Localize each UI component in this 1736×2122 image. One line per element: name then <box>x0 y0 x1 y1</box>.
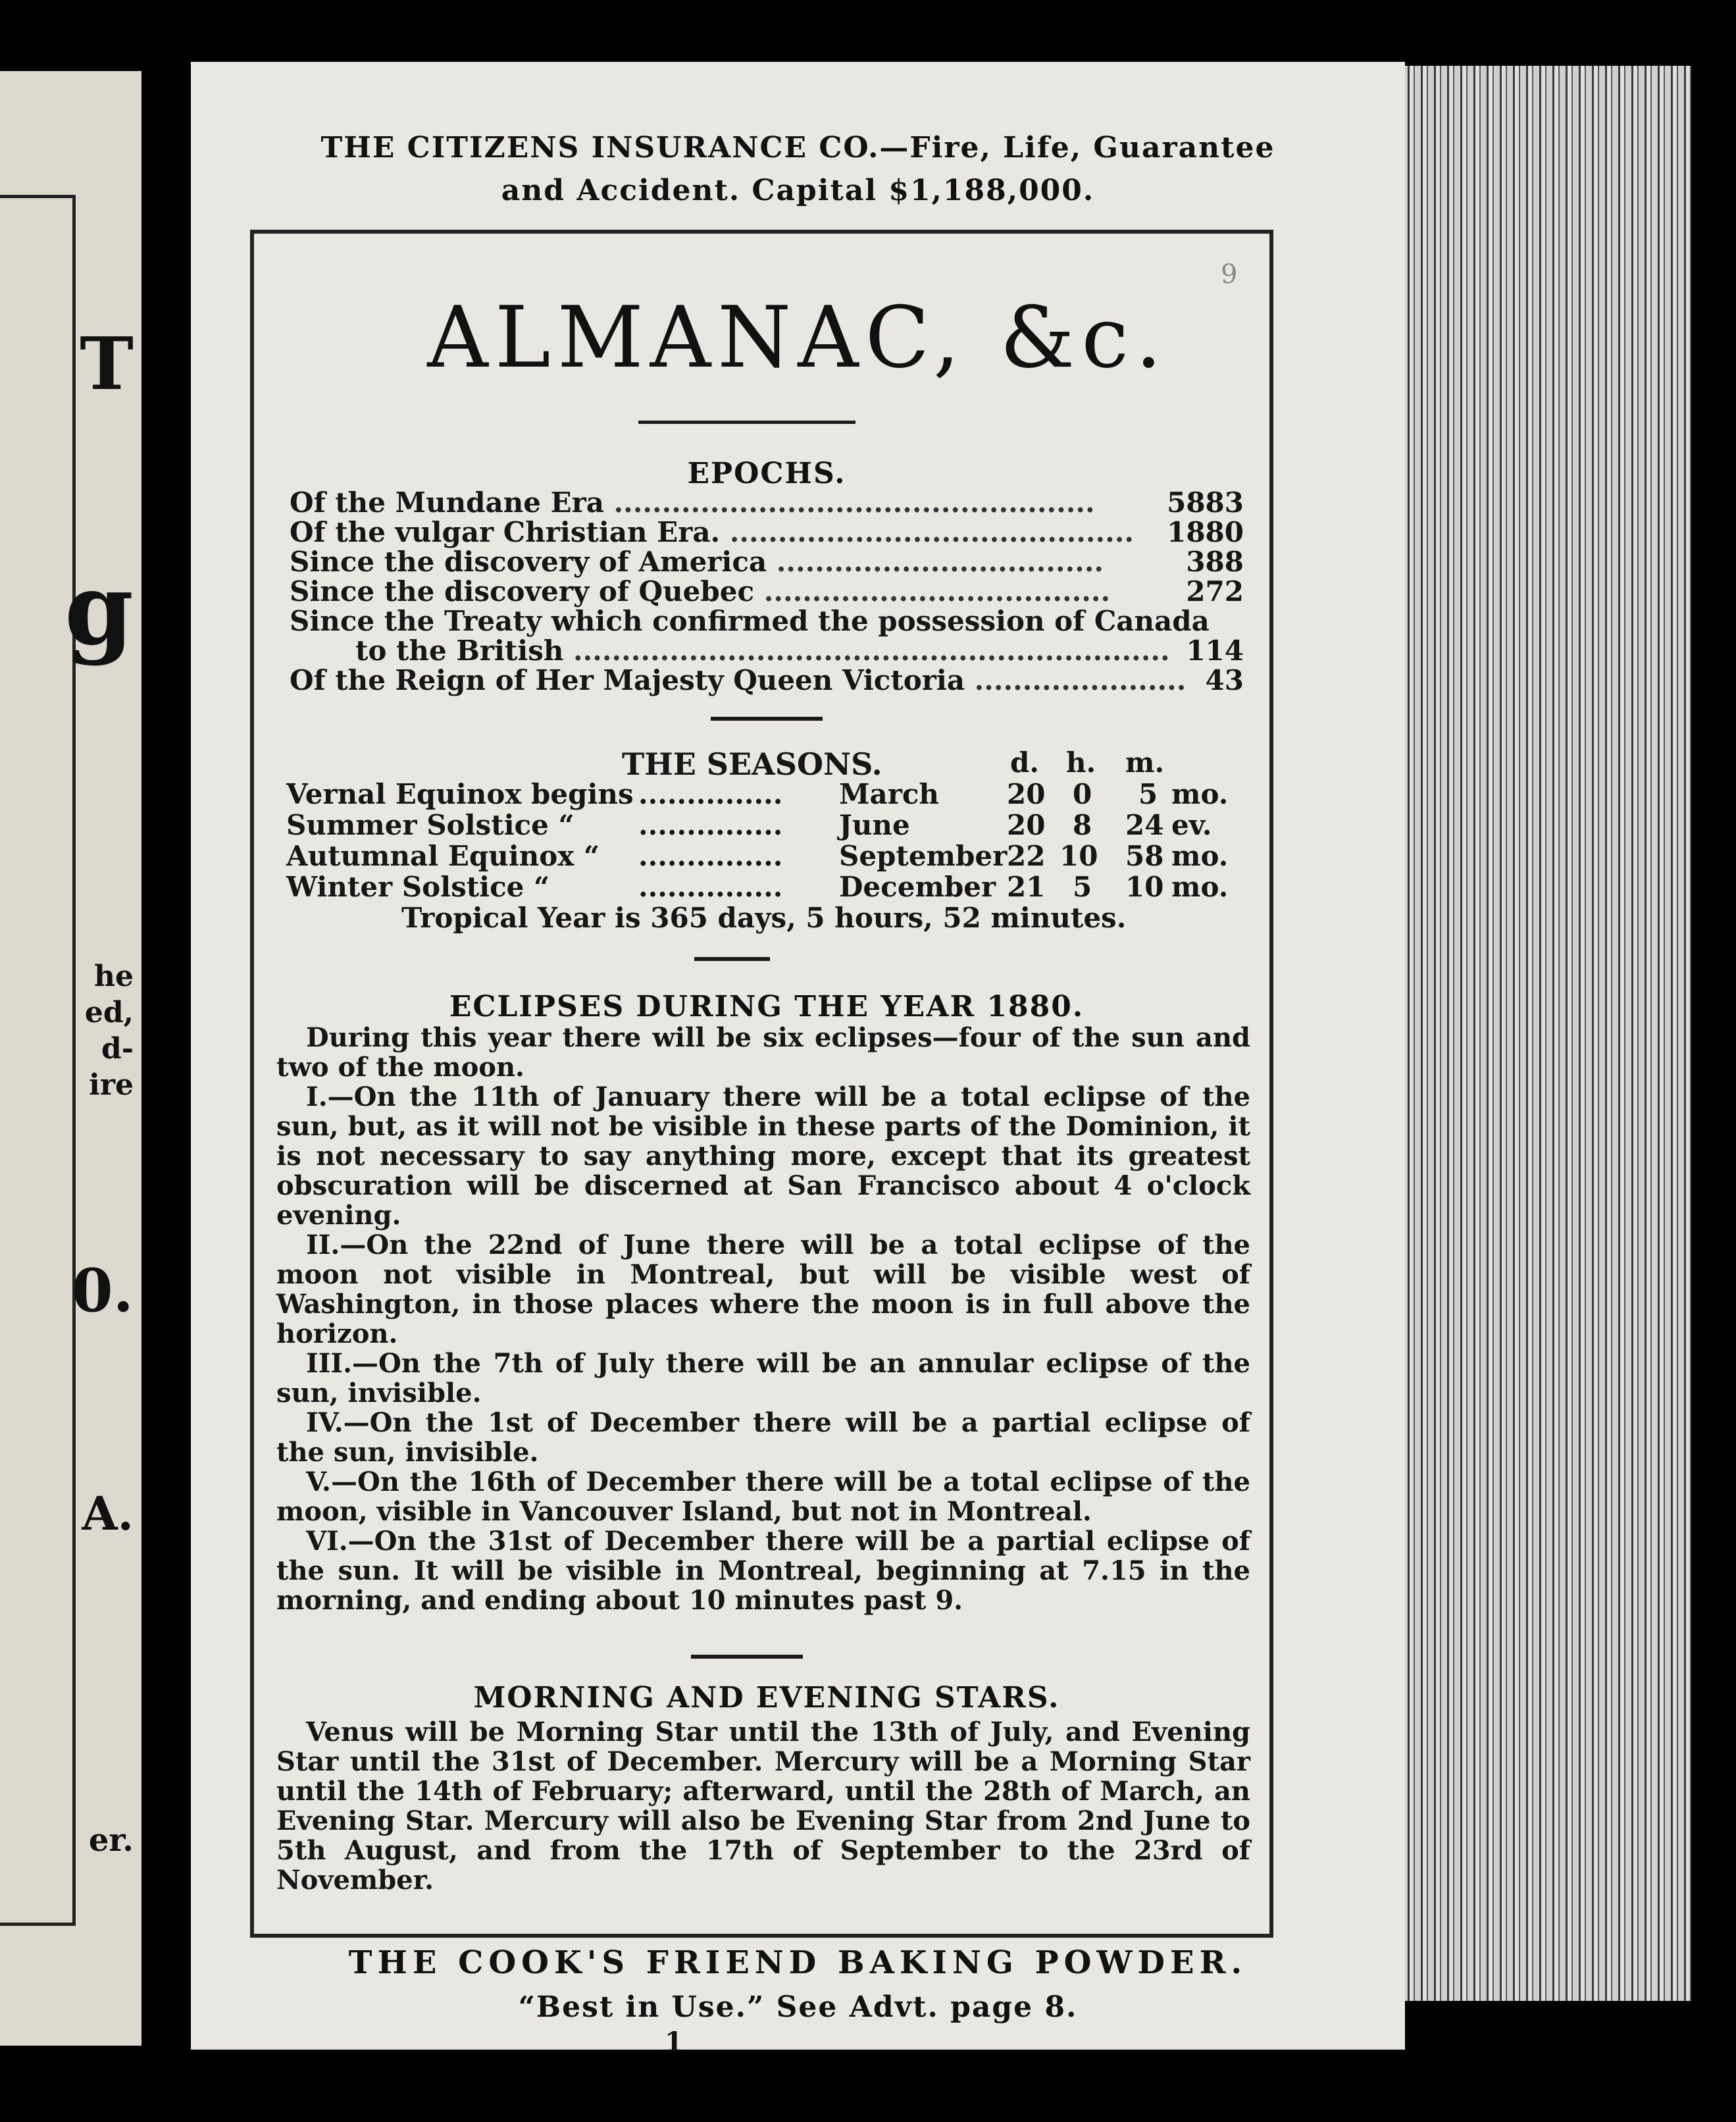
eclipses-heading: ECLIPSES DURING THE YEAR 1880. <box>449 990 1085 1023</box>
section-rule <box>711 717 823 721</box>
season-name: Vernal Equinox begins <box>286 778 634 810</box>
season-hour: 5 <box>1073 871 1092 903</box>
season-name: Autumnal Equinox “ <box>286 840 600 872</box>
fragment-text: A. <box>82 1486 134 1541</box>
fragment-text: ire <box>89 1068 134 1102</box>
fragment-text: d- <box>101 1032 134 1066</box>
stars-text: Venus will be Morning Star until the 13th of July, and Evening Star until the 31st of December. Mercury will be a Morning Star until the 14th of February; afterward, until the 28th of March, an Evening Star. Mercury will also be Evening Star from 2nd June to 5th August, and from the 17th of September to the 23rd of November. <box>276 1717 1250 1896</box>
baking-powder-ad: THE COOK'S FRIEND BAKING POWDER. <box>348 1944 1248 1981</box>
season-month: December <box>839 871 996 903</box>
eclipse-item: II.—On the 22nd of June there will be a total eclipse of the moon not visible in Montreal, but will be visible west of Washington, in those places where the moon is in full above the horizon. <box>276 1229 1250 1349</box>
season-month: September <box>839 840 1008 872</box>
insurance-ad-line2: and Accident. Capital $1,188,000. <box>501 174 1095 207</box>
season-dots: ............... <box>638 809 783 841</box>
epoch-label: Of the vulgar Christian Era. .......................................... <box>290 516 1134 548</box>
season-day: 22 <box>1007 840 1046 872</box>
adjacent-page-fragment <box>0 71 141 2046</box>
epoch-label: to the British .............................................................. <box>355 634 1170 667</box>
page-number: 9 <box>1221 259 1238 290</box>
section-rule <box>691 1655 803 1659</box>
signature-mark: 1 <box>665 2027 683 2057</box>
fragment-text: ed, <box>84 996 134 1029</box>
epoch-label: Since the Treaty which confirmed the possession of Canada <box>290 605 1210 637</box>
fragment-text: er. <box>88 1822 134 1859</box>
insurance-ad-line1: THE CITIZENS INSURANCE CO.—Fire, Life, Guarantee <box>320 131 1275 165</box>
eclipse-item: VI.—On the 31st of December there will be a partial eclipse of the sun. It will be visible in Montreal, beginning at 7.15 in the morning, and ending about 10 minutes past 9. <box>276 1526 1250 1616</box>
season-month: June <box>839 809 910 841</box>
column-header-minutes: m. <box>1125 746 1165 779</box>
epoch-value: 1880 <box>1167 516 1244 548</box>
season-hour: 8 <box>1073 809 1092 841</box>
season-suffix: mo. <box>1171 778 1229 810</box>
epochs-heading: EPOCHS. <box>687 457 846 490</box>
fragment-text: g <box>64 552 134 667</box>
epoch-label: Since the discovery of America .................................. <box>290 546 1104 578</box>
season-suffix: mo. <box>1171 871 1229 903</box>
season-name: Winter Solstice “ <box>286 871 550 903</box>
column-header-hours: h. <box>1066 746 1096 779</box>
season-minute: 58 <box>1125 840 1164 872</box>
season-day: 20 <box>1007 778 1046 810</box>
almanac-page <box>191 62 1405 2057</box>
page-edges <box>1402 66 1691 2001</box>
page-title: ALMANAC, &c. <box>427 289 1169 387</box>
season-dots: ............... <box>638 778 783 810</box>
adjacent-page-border <box>0 195 76 1926</box>
fragment-text: T <box>80 321 134 406</box>
tropical-year: Tropical Year is 365 days, 5 hours, 52 minutes. <box>401 902 1127 934</box>
section-rule <box>694 957 770 961</box>
epoch-label: Since the discovery of Quebec .................................... <box>290 575 1111 608</box>
fragment-text: he <box>94 960 134 993</box>
eclipses-intro: During this year there will be six eclipses—four of the sun and two of the moon. <box>276 1022 1250 1083</box>
season-suffix: ev. <box>1171 809 1212 841</box>
seasons-heading: THE SEASONS. <box>622 746 882 782</box>
fragment-text: 0. <box>72 1256 134 1326</box>
season-month: March <box>839 778 939 810</box>
epoch-value: 272 <box>1186 575 1244 608</box>
baking-powder-tagline: “Best in Use.” See Advt. page 8. <box>518 1990 1078 2024</box>
epoch-label: Of the Reign of Her Majesty Queen Victoria ...................... <box>290 664 1187 696</box>
stars-heading: MORNING AND EVENING STARS. <box>473 1681 1060 1715</box>
season-hour: 10 <box>1059 840 1098 872</box>
column-header-days: d. <box>1010 746 1039 779</box>
eclipse-item: III.—On the 7th of July there will be an annular eclipse of the sun, invisible. <box>276 1348 1250 1409</box>
epoch-value: 114 <box>1186 634 1244 667</box>
eclipse-item: I.—On the 11th of January there will be a total eclipse of the sun, but, as it will not be visible in these parts of the Dominion, it is not necessary to say anything more, except that its greatest obscuration will be discerned at San Francisco about 4 o'clock evening. <box>276 1081 1250 1231</box>
season-name: Summer Solstice “ <box>286 809 574 841</box>
epoch-value: 388 <box>1186 546 1244 578</box>
title-rule <box>638 421 855 424</box>
season-day: 20 <box>1007 809 1046 841</box>
season-minute: 10 <box>1125 871 1164 903</box>
season-minute: 5 <box>1138 778 1158 810</box>
epoch-value: 5883 <box>1167 486 1244 519</box>
season-suffix: mo. <box>1171 840 1229 872</box>
epoch-label: Of the Mundane Era .................................................. <box>290 486 1095 519</box>
season-day: 21 <box>1007 871 1046 903</box>
season-hour: 0 <box>1073 778 1092 810</box>
season-minute: 24 <box>1125 809 1164 841</box>
season-dots: ............... <box>638 871 783 903</box>
eclipse-item: IV.—On the 1st of December there will be a partial eclipse of the sun, invisible. <box>276 1407 1250 1468</box>
season-dots: ............... <box>638 840 783 872</box>
eclipse-item: V.—On the 16th of December there will be a total eclipse of the moon, visible in Vancouver Island, but not in Montreal. <box>276 1466 1250 1527</box>
epoch-value: 43 <box>1205 664 1244 696</box>
